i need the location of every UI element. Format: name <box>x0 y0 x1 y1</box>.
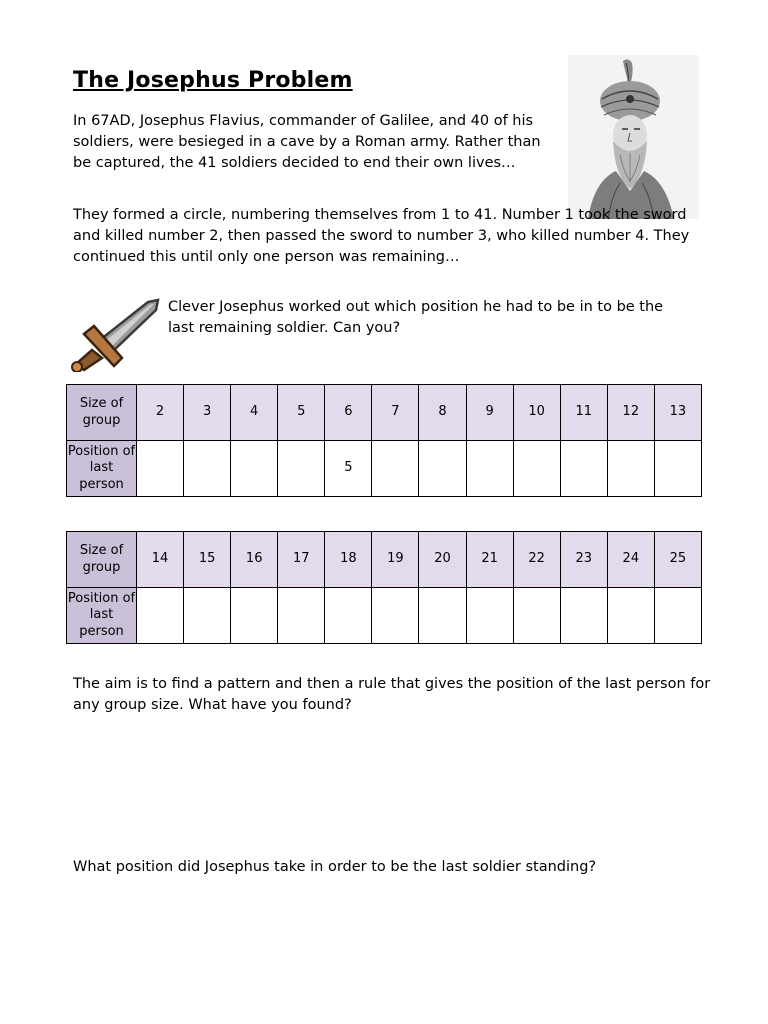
size-cell: 15 <box>184 532 231 588</box>
intro-paragraph: In 67AD, Josephus Flavius, commander of Galilee, and 40 of his soldiers, were besieged in a cave by a Roman army. Rather than be captured, the 41 soldiers decided to end their own lives… <box>73 113 541 171</box>
position-cell[interactable] <box>231 588 278 644</box>
size-cell: 7 <box>372 385 419 441</box>
size-cell: 14 <box>137 532 184 588</box>
position-cell[interactable] <box>184 588 231 644</box>
position-cell[interactable] <box>419 588 466 644</box>
size-cell: 25 <box>654 532 701 588</box>
size-cell: 22 <box>513 532 560 588</box>
position-cell[interactable] <box>419 441 466 497</box>
size-cell: 24 <box>607 532 654 588</box>
position-cell[interactable] <box>560 588 607 644</box>
position-cell[interactable] <box>278 588 325 644</box>
size-cell: 4 <box>231 385 278 441</box>
position-cell[interactable]: 5 <box>325 441 372 497</box>
sword-icon <box>70 296 162 372</box>
size-cell: 2 <box>137 385 184 441</box>
position-cell[interactable] <box>654 441 701 497</box>
size-cell: 23 <box>560 532 607 588</box>
position-cell[interactable] <box>466 588 513 644</box>
size-cell: 3 <box>184 385 231 441</box>
position-cell[interactable] <box>560 441 607 497</box>
size-cell: 20 <box>419 532 466 588</box>
position-cell[interactable] <box>607 441 654 497</box>
size-cell: 13 <box>654 385 701 441</box>
position-cell[interactable] <box>278 441 325 497</box>
position-cell[interactable] <box>325 588 372 644</box>
size-cell: 10 <box>513 385 560 441</box>
position-cell[interactable] <box>231 441 278 497</box>
size-cell: 8 <box>419 385 466 441</box>
page-title: The Josephus Problem <box>73 68 353 93</box>
josephus-table-1 <box>66 384 702 497</box>
size-cell: 6 <box>325 385 372 441</box>
size-cell: 17 <box>278 532 325 588</box>
portrait-image <box>568 55 699 219</box>
position-cell[interactable] <box>607 588 654 644</box>
position-header: Position of last person <box>67 441 137 497</box>
size-cell: 9 <box>466 385 513 441</box>
question-paragraph: What position did Josephus take in order to be the last soldier standing? <box>73 859 597 875</box>
position-cell[interactable] <box>513 588 560 644</box>
size-cell: 18 <box>325 532 372 588</box>
position-cell[interactable] <box>466 441 513 497</box>
position-cell[interactable] <box>372 441 419 497</box>
size-cell: 5 <box>278 385 325 441</box>
position-header: Position of last person <box>67 588 137 644</box>
circle-paragraph: They formed a circle, numbering themselves from 1 to 41. Number 1 took the sword and killed number 2, then passed the sword to number 3, who killed number 4. They continued this until only one person was remaining… <box>73 207 690 265</box>
size-cell: 12 <box>607 385 654 441</box>
position-cell[interactable] <box>137 588 184 644</box>
aim-paragraph: The aim is to find a pattern and then a rule that gives the position of the last person for any group size. What have you found? <box>73 676 711 713</box>
size-cell: 19 <box>372 532 419 588</box>
size-header: Size of group <box>67 385 137 441</box>
challenge-paragraph: Clever Josephus worked out which position he had to be in to be the last remaining soldier. Can you? <box>168 299 664 336</box>
position-cell[interactable] <box>513 441 560 497</box>
position-cell[interactable] <box>184 441 231 497</box>
josephus-table-2 <box>66 531 702 644</box>
position-cell[interactable] <box>137 441 184 497</box>
position-cell[interactable] <box>654 588 701 644</box>
size-header: Size of group <box>67 532 137 588</box>
position-cell[interactable] <box>372 588 419 644</box>
size-cell: 21 <box>466 532 513 588</box>
size-cell: 16 <box>231 532 278 588</box>
size-cell: 11 <box>560 385 607 441</box>
